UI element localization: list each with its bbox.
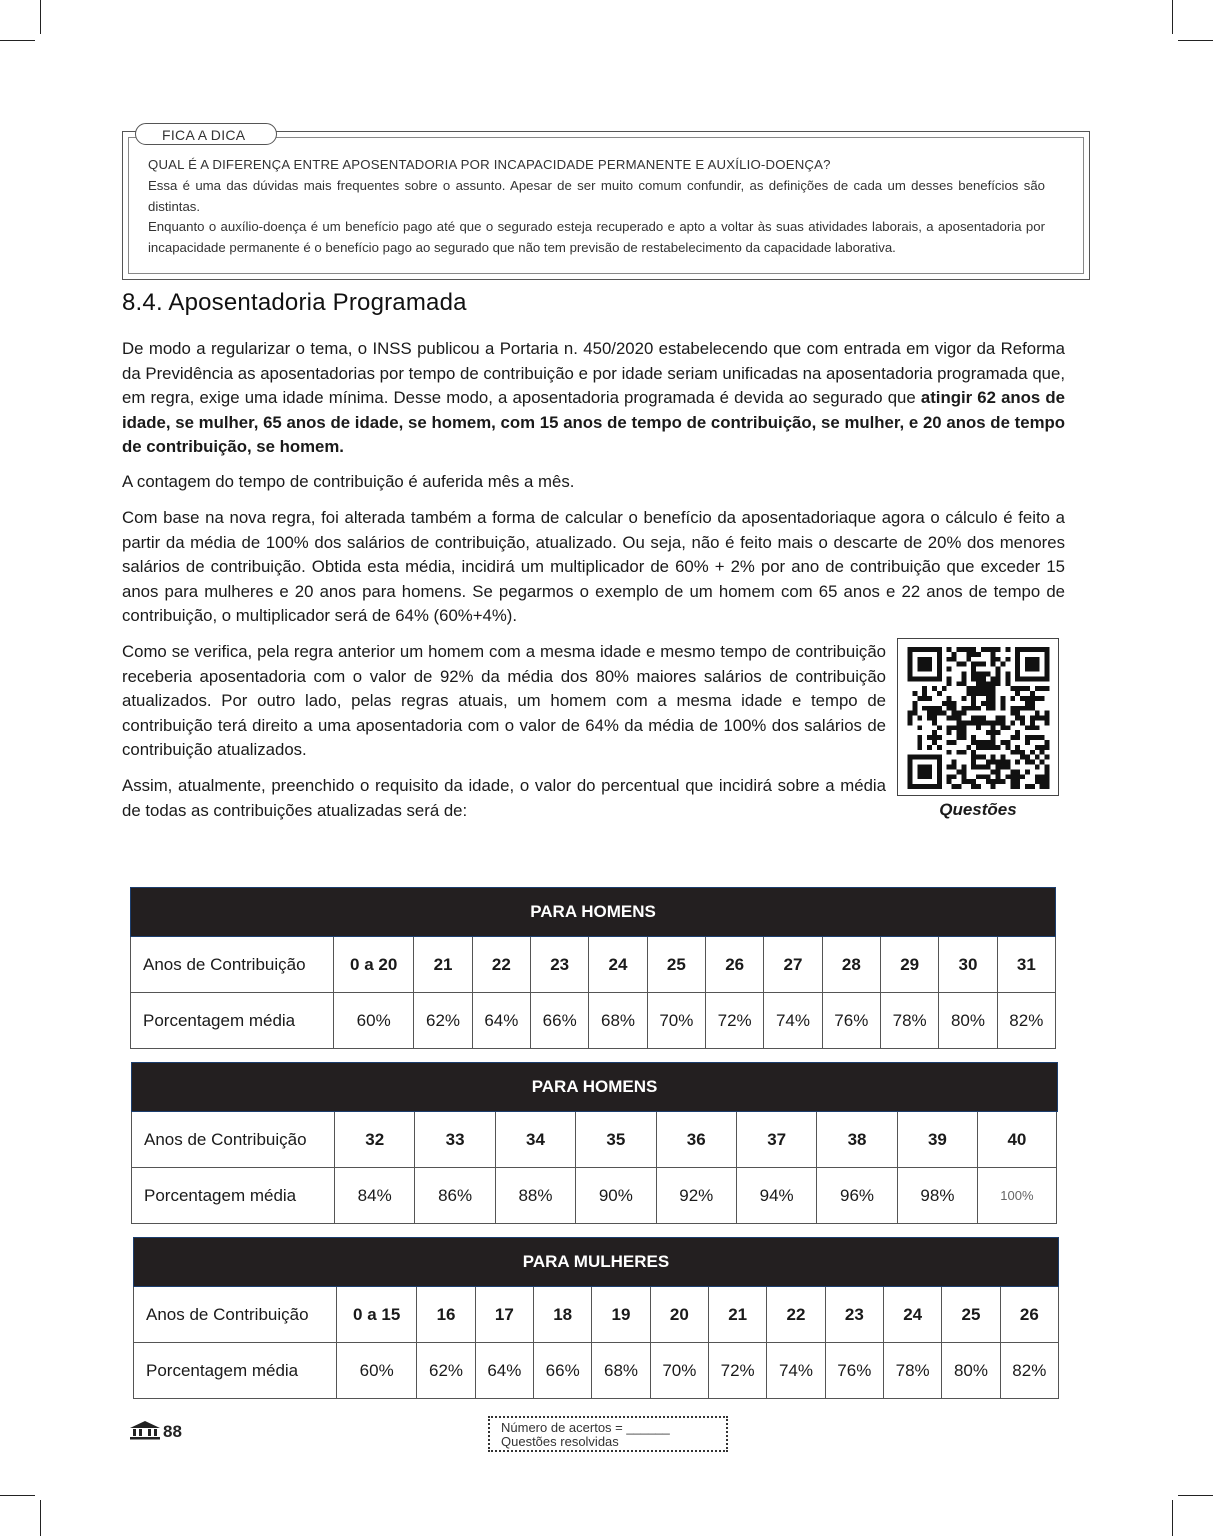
paragraph-text: Como se verifica, pela regra anterior um homem com a mesma idade e mesmo tempo de contribuição receberia aposentadoria com o valor de 92% da média dos 80% maiores salários de contribuição atualizados. Por outro lado, pelas regras atuais, um homem com a mesma idade e tempo de contribuição terá direito a uma aposentadoria com o valor de 64% da média de 100% dos salários de contribuição atualizados. [122,642,886,759]
percent-cell: 80% [939,993,997,1049]
crop-mark [40,0,41,34]
tip-paragraph: Enquanto o auxílio-doença é um benefício pago até que o segurado esteja recuperado e apto a voltar às suas atividades laborais, a aposentadoria por incapacidade permanente é o benefício pago ao segurado que não tem previsão de restabelecimento da capacidade laborativa. [148,219,1045,256]
tip-question: QUAL É A DIFERENÇA ENTRE APOSENTADORIA POR INCAPACIDADE PERMANENTE E AUXÍLIO-DOENÇA? [148,157,831,172]
crop-mark [0,1495,35,1496]
percent-cell: 74% [764,993,822,1049]
year-cell: 32 [335,1112,415,1168]
crop-mark [1172,1500,1173,1536]
year-cell: 23 [531,937,589,993]
crop-mark [1178,1495,1213,1496]
percent-cell: 76% [822,993,880,1049]
row-label: Porcentagem média [132,1168,335,1224]
year-cell: 37 [736,1112,816,1168]
percent-cell: 68% [589,993,647,1049]
percent-cell: 80% [942,1343,1000,1399]
year-cell: 0 a 15 [337,1287,417,1343]
year-cell: 0 a 20 [334,937,414,993]
row-label: Anos de Contribuição [134,1287,337,1343]
percent-cell: 60% [337,1343,417,1399]
year-cell: 23 [825,1287,883,1343]
percent-cell: 96% [817,1168,897,1224]
paragraph-4 [122,640,886,763]
year-cell: 16 [417,1287,475,1343]
year-cell: 18 [534,1287,592,1343]
percent-cell: 82% [1000,1343,1058,1399]
percent-cell: 66% [531,993,589,1049]
year-cell: 40 [978,1112,1057,1168]
year-cell: 35 [576,1112,656,1168]
row-label: Anos de Contribuição [132,1112,335,1168]
score-label-correct: Número de acertos = [501,1420,623,1435]
year-cell: 19 [592,1287,650,1343]
year-cell: 27 [764,937,822,993]
score-blank: ______ [626,1420,670,1435]
percent-table-women [133,1237,1059,1399]
tip-paragraph: Essa é uma das dúvidas mais frequentes sobre o assunto. Apesar de ser muito comum confundir, as definições de cada um desses benefícios são distintas. [148,177,1045,214]
publisher-logo-icon [129,1420,161,1440]
table-row-percents [132,1168,1058,1224]
percent-cell: 62% [417,1343,475,1399]
table-row-percents [131,993,1056,1049]
year-cell: 24 [883,1287,941,1343]
table-row-years [132,1112,1058,1168]
score-box [488,1416,728,1452]
percent-cell: 98% [897,1168,977,1224]
percent-cell: 66% [534,1343,592,1399]
percent-cell: 70% [650,1343,708,1399]
paragraph-5 [122,774,886,823]
crop-mark [0,40,35,41]
percent-cell: 78% [880,993,938,1049]
percent-cell: 72% [709,1343,767,1399]
year-cell: 26 [706,937,764,993]
percent-cell: 76% [825,1343,883,1399]
percent-cell: 86% [415,1168,495,1224]
row-label: Anos de Contribuição [131,937,334,993]
row-label: Porcentagem média [134,1343,337,1399]
table-row-years [131,937,1056,993]
table-title: PARA HOMENS [132,1063,1058,1112]
percent-cell: 78% [883,1343,941,1399]
qr-label: Questões [939,800,1017,819]
paragraph-text: A contagem do tempo de contribuição é auferida mês a mês. [122,472,575,491]
qr-code[interactable] [897,638,1059,796]
percent-table-men-2 [131,1062,1058,1224]
percent-cell: 88% [495,1168,575,1224]
percent-cell: 68% [592,1343,650,1399]
percent-table-men-1 [130,887,1056,1049]
paragraph-3 [122,506,1065,629]
score-label-resolved: Questões resolvidas [501,1434,619,1449]
year-cell: 26 [1000,1287,1058,1343]
percent-cell: 70% [647,993,705,1049]
row-label: Porcentagem média [131,993,334,1049]
section-title: 8.4. Aposentadoria Programada [122,289,467,316]
year-cell: 34 [495,1112,575,1168]
year-cell: 39 [897,1112,977,1168]
paragraph-text: De modo a regularizar o tema, o INSS publicou a Portaria n. 450/2020 estabelecendo que com entrada em vigor da Reforma da Previdência as aposentadorias por tempo de contribuição e por idade seriam unificadas na aposentadoria programada que, em regra, exige uma idade mínima. Desse modo, a aposentadoria programada é devida ao segurado que [122,339,1065,407]
crop-mark [40,1500,41,1536]
table-row-years [134,1287,1059,1343]
percent-cell: 62% [414,993,472,1049]
paragraph-text: Com base na nova regra, foi alterada também a forma de calcular o benefício da aposentadoriaque agora o cálculo é feito a partir da média de 100% dos salários de contribuição, atualizado. Ou seja, não é feito mais o descarte de 20% dos menores salários de contribuição. Obtida esta média, incidirá um multiplicador de 60% + 2% por ano de contribuição que exceder 15 anos para mulheres e 20 anos para homens. Se pegarmos o exemplo de um homem com 65 anos e 22 anos de tempo de contribuição, o multiplicador será de 64% (60%+4%). [122,508,1065,625]
year-cell: 22 [767,1287,825,1343]
year-cell: 29 [880,937,938,993]
qr-code-icon [906,647,1051,789]
year-cell: 33 [415,1112,495,1168]
paragraph-text: Assim, atualmente, preenchido o requisito da idade, o valor do percentual que incidirá sobre a média de todas as contribuições atualizadas será de: [122,776,886,820]
year-cell: 17 [475,1287,533,1343]
crop-mark [1178,40,1213,41]
tip-tab: FICA A DICA [135,123,277,145]
percent-cell: 64% [472,993,530,1049]
percent-cell: 90% [576,1168,656,1224]
tip-text [148,155,1045,259]
year-cell: 25 [647,937,705,993]
table-title: PARA MULHERES [134,1238,1059,1287]
paragraph-bold-text: atingir 62 anos de idade, se mulher, 65 anos de idade, se homem, com 15 anos de tempo de contribuição, se mulher, e 20 anos de tempo de contribuição, se homem. [122,388,1066,456]
year-cell: 22 [472,937,530,993]
year-cell: 20 [650,1287,708,1343]
year-cell: 21 [414,937,472,993]
year-cell: 24 [589,937,647,993]
paragraph-2 [122,470,1065,495]
page-number: 88 [163,1422,182,1441]
percent-cell: 64% [475,1343,533,1399]
year-cell: 38 [817,1112,897,1168]
year-cell: 31 [997,937,1055,993]
paragraph-1 [122,337,1065,460]
percent-cell: 84% [335,1168,415,1224]
crop-mark [1172,0,1173,34]
year-cell: 30 [939,937,997,993]
year-cell: 36 [656,1112,736,1168]
percent-cell: 100% [978,1168,1057,1224]
percent-cell: 74% [767,1343,825,1399]
percent-cell: 72% [706,993,764,1049]
table-row-percents [134,1343,1059,1399]
percent-cell: 60% [334,993,414,1049]
percent-cell: 82% [997,993,1055,1049]
year-cell: 21 [709,1287,767,1343]
percent-cell: 94% [736,1168,816,1224]
table-title: PARA HOMENS [131,888,1056,937]
year-cell: 28 [822,937,880,993]
year-cell: 25 [942,1287,1000,1343]
percent-cell: 92% [656,1168,736,1224]
